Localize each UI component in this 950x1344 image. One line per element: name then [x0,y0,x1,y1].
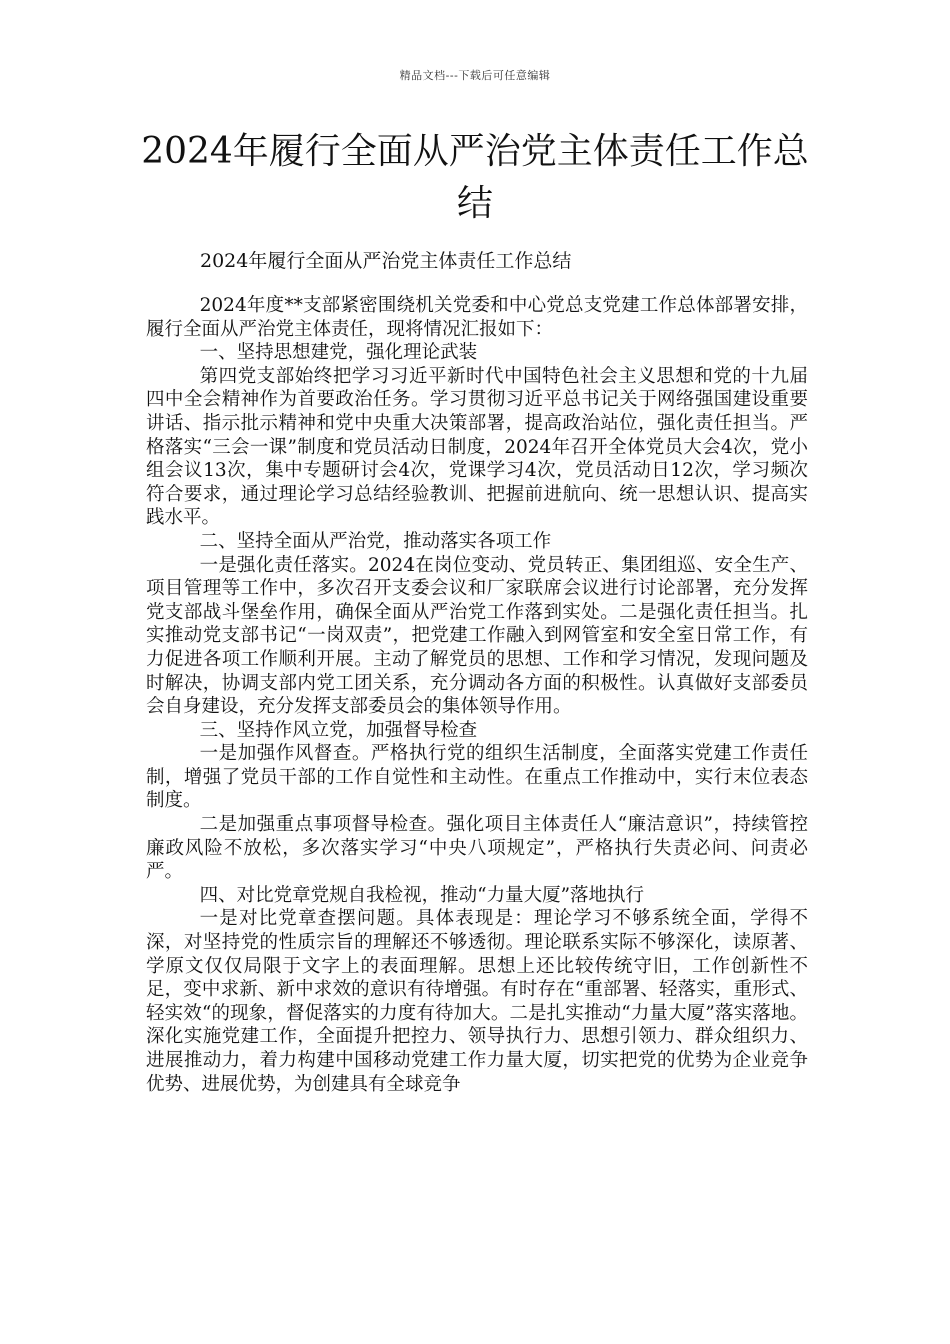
section-heading: 四、对比党章党规自我检视，推动“力量大厦”落地执行 [199,884,645,906]
section-heading: 三、坚持作风立党，加强督导检查 [199,719,478,741]
body-paragraph: 一是对比党章查摆问题。具体表现是：理论学习不够系统全面，学得不深，对坚持党的性质宗旨的理解还不够透彻。理论联系实际不够深化，读原著、学原文仅仅局限于文字上的表面理解。思想上还比较传统守旧，工作创新性不足，变中求新、新中求效的意识有待增强。有时存在“重部署、轻落实，重形式、轻实效“的现象，督促落实的力度有待加大。二是扎实推动“力量大厦”落实落地。深化实施党建工作，全面提升把控力、领导执行力、思想引领力、群众组织力、进展推动力，着力构建中国移动党建工作力量大厦，切实把党的优势为企业竞争优势、进展优势，为创建具有全球竞争 [146,908,808,1095]
body-paragraph: 一是强化责任落实。2024在岗位变动、党员转正、集团组巡、安全生产、项目管理等工作中，多次召开支委会议和厂家联席会议进行讨论部署，充分发挥党支部战斗堡垒作用，确保全面从严治党工作落到实处。二是强化责任担当。扎实推动党支部书记“一岗双责”，把党建工作融入到网管室和安全室日常工作，有力促进各项工作顺利开展。主动了解党员的思想、工作和学习情况，发现问题及时解决，协调支部内党工团关系，充分调动各方面的积极性。认真做好支部委员会自身建设，充分发挥支部委员会的集体领导作用。 [146,554,808,718]
body-paragraph: 一是加强作风督查。严格执行党的组织生活制度，全面落实党建工作责任制，增强了党员干部的工作自觉性和主动性。在重点工作推动中，实行末位表态制度。 [146,743,808,812]
document-subtitle: 2024年履行全面从严治党主体责任工作总结 [200,250,572,272]
document-title: 2024年履行全面从严治党主体责任工作总结 [141,131,809,224]
section-heading: 二、坚持全面从严治党，推动落实各项工作 [199,530,552,552]
section-heading: 一、坚持思想建党，强化理论武装 [199,342,478,364]
document-body [146,294,808,1096]
body-paragraph: 二是加强重点事项督导检查。强化项目主体责任人“廉洁意识”，持续管控廉政风险不放松，多次落实学习“中央八项规定”，严格执行失责必问、问责必严。 [146,814,808,883]
intro-paragraph: 2024年度**支部紧密围绕机关党委和中心党总支党建工作总体部署安排，履行全面从严治党主体责任，现将情况汇报如下： [146,295,808,340]
body-paragraph: 第四党支部始终把学习习近平新时代中国特色社会主义思想和党的十九届四中全会精神作为首要政治任务。学习贯彻习近平总书记关于网络强国建设重要讲话、指示批示精神和党中央重大决策部署，提高政治站位，强化责任担当。严格落实“三会一课”制度和党员活动日制度，2024年召开全体党员大会4次，党小组会议13次，集中专题研讨会4次，党课学习4次，党员活动日12次，学习频次符合要求，通过理论学习总结经验教训、把握前进航向、统一思想认识、提高实践水平。 [146,365,808,529]
header-note: 精品文档---下载后可任意编辑 [399,69,551,82]
